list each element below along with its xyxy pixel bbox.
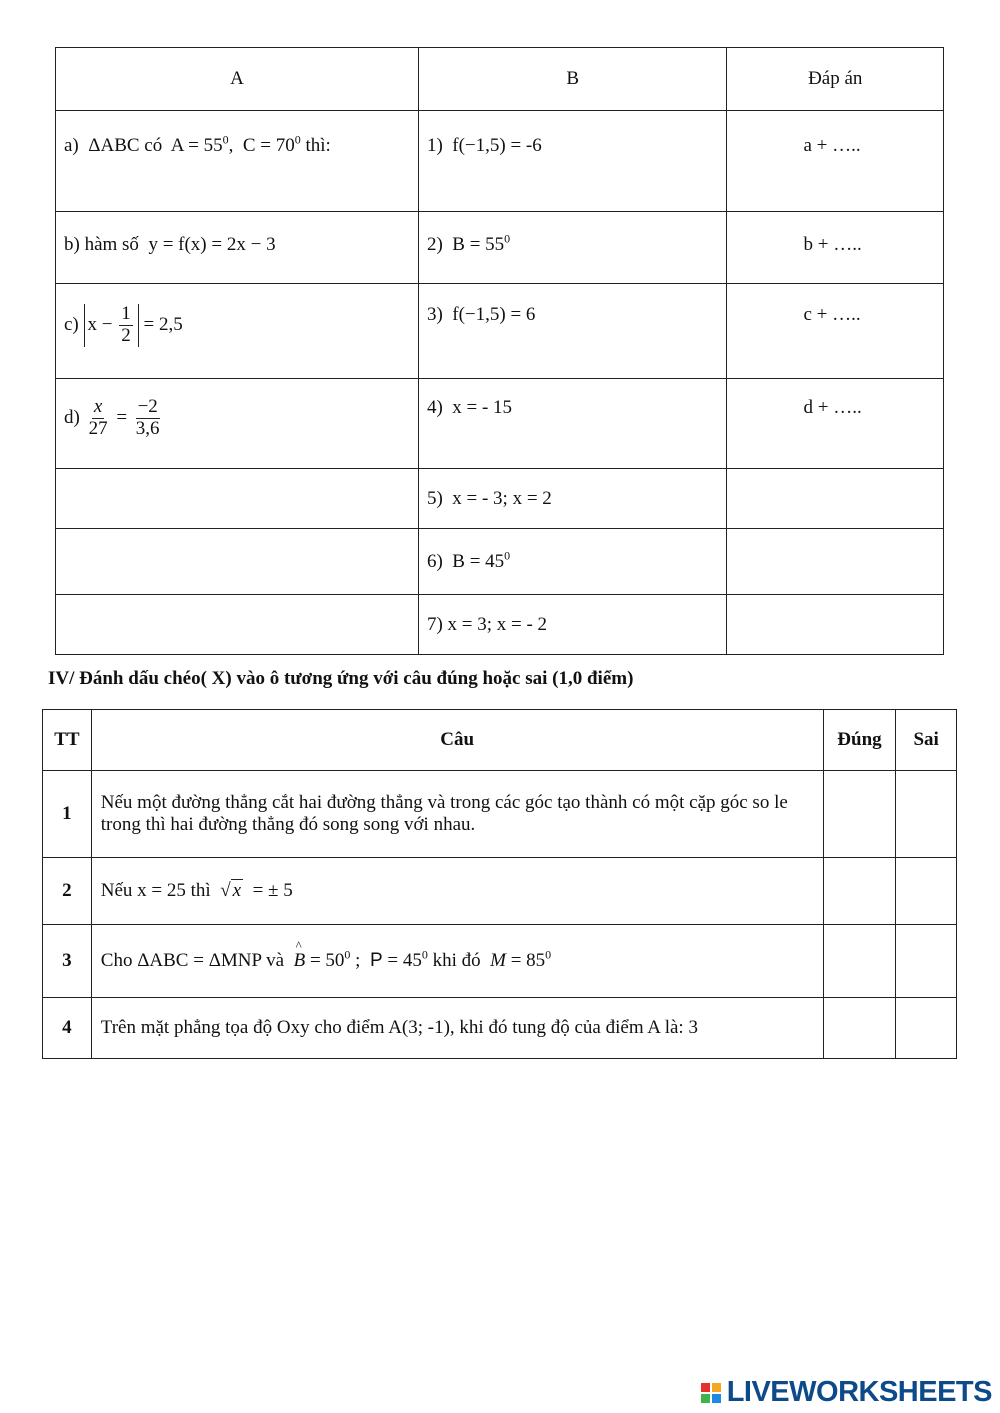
false-checkbox-cell[interactable] bbox=[896, 925, 957, 998]
section-heading: IV/ Đánh dấu chéo( X) vào ô tương ứng với câu đúng hoặc sai (1,0 điểm) bbox=[48, 668, 634, 689]
row-number: 2 bbox=[43, 858, 92, 925]
true-checkbox-cell[interactable] bbox=[823, 925, 896, 998]
cell-a bbox=[56, 595, 419, 655]
table-row bbox=[56, 595, 944, 655]
logo-square bbox=[712, 1383, 721, 1392]
table-row bbox=[43, 925, 957, 998]
angle-b: ^ B bbox=[294, 950, 306, 972]
table-row bbox=[43, 858, 957, 925]
table-row bbox=[56, 111, 944, 212]
row-number: 4 bbox=[43, 998, 92, 1059]
logo-square bbox=[701, 1383, 710, 1392]
table-row bbox=[43, 771, 957, 858]
question-text: Nếu một đường thẳng cắt hai đường thẳng và trong các góc tạo thành có một cặp góc so le trong thì hai đường thẳng đó song song với nhau. bbox=[91, 771, 823, 858]
cell-b: 4) x = - 15 bbox=[418, 379, 727, 469]
cell-a: b) hàm số y = f(x) = 2x − 3 bbox=[56, 212, 419, 284]
logo-square bbox=[712, 1394, 721, 1403]
square-root: √ x bbox=[220, 880, 242, 901]
cell-b: 5) x = - 3; x = 2 bbox=[418, 469, 727, 529]
logo-text: LIVEWORKSHEETS bbox=[726, 1376, 992, 1408]
column-header-question: Câu bbox=[91, 710, 823, 771]
true-checkbox-cell[interactable] bbox=[823, 858, 896, 925]
cell-a: a) ΔABC có $A = 55^0$, $C = 70^0$ thì: bbox=[56, 111, 419, 212]
cell-b: 6) $B = 45^0$ bbox=[418, 529, 727, 595]
cell-b: 7) x = 3; x = - 2 bbox=[418, 595, 727, 655]
cell-b: 3) f(−1,5) = 6 bbox=[418, 284, 727, 379]
angle-p: P bbox=[369, 950, 383, 971]
liveworksheets-logo bbox=[701, 1376, 992, 1409]
column-header-answer: Đáp án bbox=[727, 48, 944, 111]
matching-table bbox=[55, 47, 944, 655]
true-checkbox-cell[interactable] bbox=[823, 771, 896, 858]
row-number: 3 bbox=[43, 925, 92, 998]
cell-a bbox=[56, 529, 419, 595]
false-checkbox-cell[interactable] bbox=[896, 998, 957, 1059]
false-checkbox-cell[interactable] bbox=[896, 858, 957, 925]
absolute-value: x − $\frac{1}{2}$ bbox=[84, 304, 139, 347]
true-checkbox-cell[interactable] bbox=[823, 998, 896, 1059]
table-row bbox=[56, 212, 944, 284]
cell-a: c) x − $\frac{1}{2}$ = 2,5 bbox=[56, 284, 419, 379]
false-checkbox-cell[interactable] bbox=[896, 771, 957, 858]
answer-cell[interactable]: b + ….. bbox=[727, 212, 944, 284]
fraction: $\frac{x}{27}$ bbox=[88, 396, 108, 439]
table-row bbox=[43, 998, 957, 1059]
question-text: Trên mặt phẳng tọa độ Oxy cho điểm A(3; -1), khi đó tung độ của điểm A là: 3 bbox=[91, 998, 823, 1059]
logo-mark-icon bbox=[701, 1383, 721, 1403]
cell-a: d) $\frac{x}{27}$ = $\frac{-2}{3,6}$ bbox=[56, 379, 419, 469]
cell-b: 1) f(−1,5) = -6 bbox=[418, 111, 727, 212]
answer-cell[interactable] bbox=[727, 469, 944, 529]
answer-cell[interactable]: a + ….. bbox=[727, 111, 944, 212]
angle-m: M bbox=[490, 950, 506, 971]
answer-cell[interactable] bbox=[727, 595, 944, 655]
column-header-tt: TT bbox=[43, 710, 92, 771]
fraction: $\frac{1}{2}$ bbox=[121, 303, 131, 346]
logo-square bbox=[701, 1394, 710, 1403]
question-text: Nếu x = 25 thì √ x = ± 5 bbox=[91, 858, 823, 925]
question-text: Cho ΔABC = ΔMNP và ^ $B = 50^0$ ; $P = 45^0$ khi đó $M = 85^0$ bbox=[91, 925, 823, 998]
answer-cell[interactable]: d + ….. bbox=[727, 379, 944, 469]
answer-cell[interactable] bbox=[727, 529, 944, 595]
column-header-false: Sai bbox=[896, 710, 957, 771]
column-header-true: Đúng bbox=[823, 710, 896, 771]
column-header-a: A bbox=[56, 48, 419, 111]
true-false-table bbox=[42, 709, 957, 1059]
cell-b: 2) $B = 55^0$ bbox=[418, 212, 727, 284]
table-row bbox=[56, 284, 944, 379]
table-row bbox=[56, 469, 944, 529]
matching-header-row bbox=[56, 48, 944, 111]
table-row bbox=[56, 379, 944, 469]
cell-a bbox=[56, 469, 419, 529]
column-header-b: B bbox=[418, 48, 727, 111]
tf-header-row bbox=[43, 710, 957, 771]
answer-cell[interactable]: c + ….. bbox=[727, 284, 944, 379]
row-number: 1 bbox=[43, 771, 92, 858]
fraction: $\frac{-2}{3,6}$ bbox=[135, 396, 160, 439]
table-row bbox=[56, 529, 944, 595]
